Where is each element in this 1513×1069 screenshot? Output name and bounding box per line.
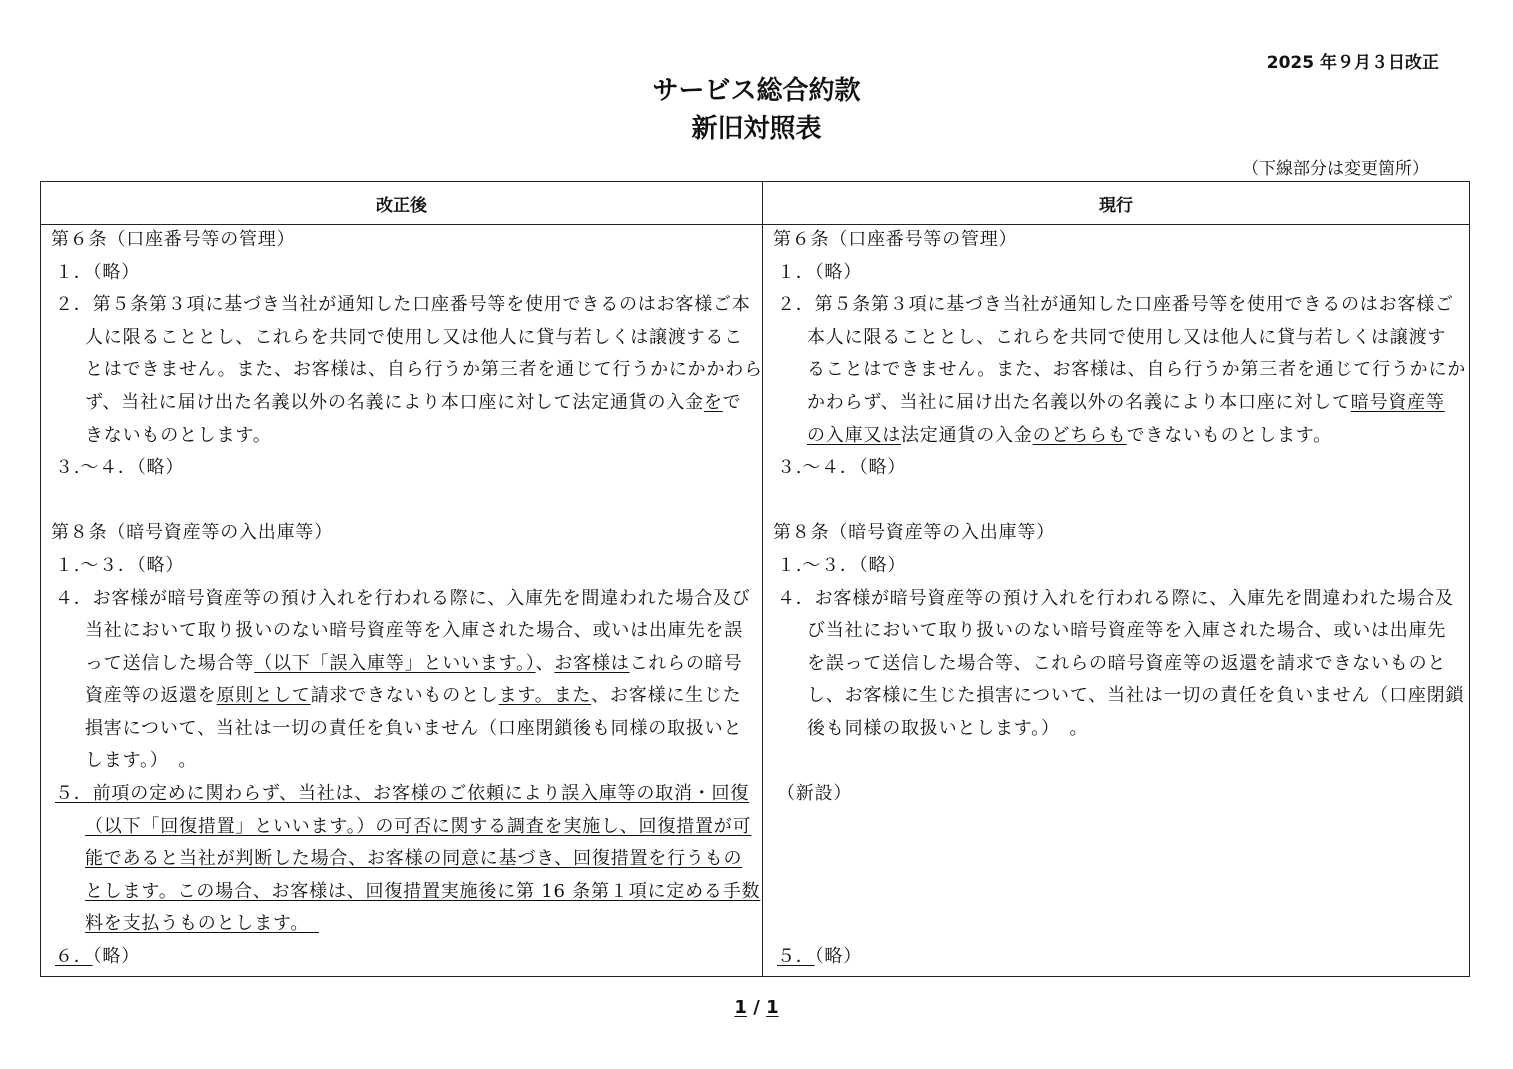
changed-text: 能であると当社が判断した場合、お客様の同意に基づき、回復措置を行うもの: [85, 848, 743, 869]
table-header-row: [41, 182, 1470, 225]
changed-text: 料を支払うものとします。: [85, 913, 319, 934]
clause-line: 損害について、当社は一切の責任を負いません（口座閉鎖後も同様の取扱いと: [85, 718, 743, 739]
changed-text: ６．: [55, 946, 93, 967]
clause-line: び当社において取り扱いのない暗号資産等を入庫された場合、或いは出庫先: [807, 620, 1447, 641]
clause-line: ４．お客様が暗号資産等の預け入れを行われる際に、入庫先を間違われた場合及: [777, 588, 1454, 609]
clause-line: 人に限ることとし、これらを共同で使用し又は他人に貸与若しくは譲渡するこ: [85, 327, 743, 348]
changed-text: （以下「回復措置」といいます。）の可否に関する調査を実施し、回復措置が可: [85, 816, 752, 837]
clause-line: ３.～４．（略）: [777, 457, 907, 478]
current-column: [763, 225, 1470, 977]
page-separator: /: [753, 997, 760, 1018]
title-block: [0, 72, 1513, 148]
clause-line: きないものとします。: [85, 425, 272, 446]
page-current: 1: [734, 997, 747, 1018]
text-run: ず、当社に届け出た名義以外の名義により本口座に対して法定通貨の入金: [85, 392, 704, 413]
clause-line: [41, 681, 762, 713]
clause-line: [41, 942, 762, 974]
clause-line: １．（略）: [55, 262, 140, 283]
table-body-row: [41, 225, 1470, 977]
text-run: 請求できないものとし: [310, 685, 499, 706]
clause-line: 本人に限ることとし、これらを共同で使用し又は他人に貸与若しくは譲渡す: [807, 327, 1447, 348]
clause-line: ４．お客様が暗号資産等の預け入れを行われる際に、入庫先を間違われた場合及び: [55, 588, 751, 609]
clause-line: とはできません。また、お客様は、自ら行うか第三者を通じて行うかにかかわら: [85, 359, 763, 380]
changed-text: ５．前項の定めに関わらず、当社は、お客様のご依頼により誤入庫等の取消・回復: [55, 783, 750, 804]
comparison-table: [40, 181, 1470, 977]
clause-line: ２．第５条第３項に基づき当社が通知した口座番号等を使用できるのはお客様ご: [777, 294, 1454, 315]
clause-line: を誤って送信した場合等、これらの暗号資産等の返還を請求できないものと: [807, 653, 1447, 674]
text-run: （略）: [92, 946, 141, 967]
changed-text: を: [703, 392, 723, 413]
clause-line: １.～３．（略）: [777, 555, 907, 576]
text-run: これらの暗号: [629, 653, 743, 674]
changed-text: の入庫又は: [807, 425, 901, 446]
article-title: 第８条（暗号資産等の入出庫等）: [773, 522, 1055, 543]
clause-line: [41, 877, 762, 909]
article-title: 第６条（口座番号等の管理）: [51, 229, 296, 250]
text-run: って送信した場合等: [85, 653, 255, 674]
clause-line: 後も同様の取扱いとします。） 。: [807, 718, 1089, 739]
clause-line: １．（略）: [777, 262, 862, 283]
clause-line: [763, 421, 1469, 453]
changed-text: とします。この場合、お客様は、回復措置実施後に第 16 条第１項に定める手数: [85, 881, 761, 902]
clause-line: します。） 。: [85, 750, 198, 771]
text-run: で: [722, 392, 742, 413]
clause-line: [763, 388, 1469, 420]
column-header-revised: 改正後: [41, 182, 763, 225]
clause-line: [41, 388, 762, 420]
article-title: 第６条（口座番号等の管理）: [773, 229, 1018, 250]
text-run: 、お客様に生じた: [591, 685, 742, 706]
page-number: [0, 997, 1513, 1018]
changed-text: のどちらも: [1032, 425, 1127, 446]
changed-text: 暗号資産等: [1350, 392, 1445, 413]
clause-line: 当社において取り扱いのない暗号資産等を入庫された場合、或いは出庫先を誤: [85, 620, 743, 641]
document-subtitle: 新旧対照表: [691, 114, 822, 144]
clause-line: ２．第５条第３項に基づき当社が通知した口座番号等を使用できるのはお客様ご本: [55, 294, 751, 315]
changed-text: ます。また: [498, 685, 592, 706]
changed-text: ５．: [777, 946, 815, 967]
page-total: 1: [766, 997, 779, 1018]
clause-line: １.～３．（略）: [55, 555, 185, 576]
clause-line: [41, 649, 762, 681]
text-run: （略）: [814, 946, 863, 967]
text-run: 資産等の返還を: [85, 685, 217, 706]
article-title: 第８条（暗号資産等の入出庫等）: [51, 522, 333, 543]
changed-text: （以下「誤入庫等」といいます。）: [254, 653, 536, 674]
clause-line: し、お客様に生じた損害について、当社は一切の責任を負いません（口座閉鎖: [807, 685, 1465, 706]
column-header-current: 現行: [763, 182, 1470, 225]
text-run: できないものとします。: [1126, 425, 1332, 446]
clause-line: [41, 779, 762, 811]
new-clause-marker: （新設）: [777, 783, 853, 804]
text-run: 法定通貨の入金: [901, 425, 1033, 446]
clause-line: ３.～４．（略）: [55, 457, 185, 478]
text-run: 、: [535, 653, 555, 674]
clause-line: [41, 812, 762, 844]
changed-text: お客様は: [554, 653, 630, 674]
revision-date: 2025 年９月３日改正: [1266, 53, 1439, 73]
underline-note: （下線部分は変更箇所）: [1242, 159, 1429, 179]
clause-line: [41, 844, 762, 876]
text-run: かわらず、当社に届け出た名義以外の名義により本口座に対して: [807, 392, 1351, 413]
clause-line: [41, 909, 762, 941]
document-title: サービス総合約款: [652, 76, 861, 106]
clause-line: [763, 942, 1469, 974]
revised-column: [41, 225, 763, 977]
clause-line: ることはできません。また、お客様は、自ら行うか第三者を通じて行うかにか: [807, 359, 1467, 380]
changed-text: 原則として: [216, 685, 311, 706]
